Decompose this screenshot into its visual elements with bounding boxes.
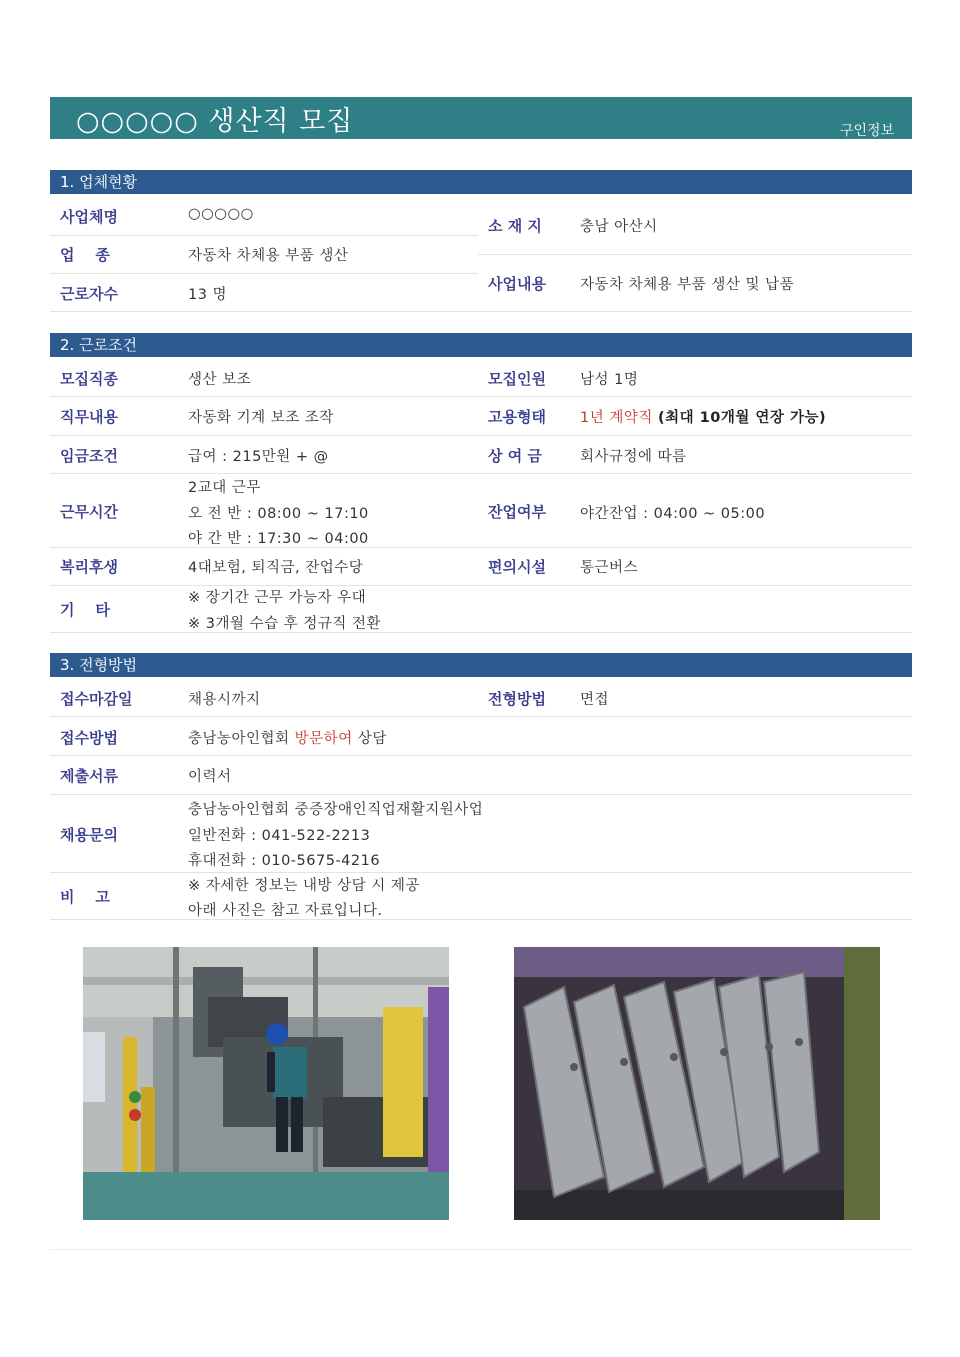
employment-label: 고용형태 xyxy=(488,408,546,426)
section1-title: 1. 업체현황 xyxy=(60,173,138,191)
hours-line2: 오 전 반 : 08:00 ~ 17:10 xyxy=(188,506,369,522)
industry-label: 업 종 xyxy=(60,246,110,264)
factory-photo xyxy=(83,947,449,1220)
job-value: 생산 보조 xyxy=(188,372,252,388)
wage-value: 급여 : 215만원 + @ xyxy=(188,449,329,465)
divider xyxy=(50,585,912,586)
divider xyxy=(50,311,912,312)
company-value: ○○○○○ xyxy=(188,206,254,222)
headcount-value: 남성 1명 xyxy=(580,372,639,388)
divider xyxy=(478,254,912,255)
overtime-label: 잔업여부 xyxy=(488,503,546,521)
facility-label: 편의시설 xyxy=(488,558,546,576)
employment-extension: (최대 10개월 연장 가능) xyxy=(657,410,827,426)
section2-bar xyxy=(50,333,912,357)
divider xyxy=(50,473,912,474)
business-value: 자동차 차체용 부품 생산 및 납품 xyxy=(580,277,795,293)
divider xyxy=(50,716,912,717)
deadline-label: 접수마감일 xyxy=(60,690,133,708)
location-value: 충남 아산시 xyxy=(580,219,658,235)
employment-value xyxy=(580,406,826,427)
divider xyxy=(50,396,912,397)
etc-line2: ※ 3개월 수습 후 정규직 전환 xyxy=(188,616,381,632)
contact-line3: 휴대전화 : 010-5675-4216 xyxy=(188,853,381,869)
apply-org: 충남농아인협회 xyxy=(188,731,295,747)
job-label: 모집직종 xyxy=(60,370,118,388)
page-title: ○○○○○ 생산직 모집 xyxy=(76,106,354,137)
industry-value: 자동차 차체용 부품 생산 xyxy=(188,248,349,264)
docs-label: 제출서류 xyxy=(60,767,118,785)
facility-value: 통근버스 xyxy=(580,560,639,576)
apply-visit: 방문하여 xyxy=(294,731,353,747)
note-line1: ※ 자세한 정보는 내방 상담 시 제공 xyxy=(188,878,420,894)
section3-bar xyxy=(50,653,912,677)
wage-label: 임금조건 xyxy=(60,447,118,465)
contact-line1: 충남농아인협회 중증장애인직업재활지원사업 xyxy=(188,802,484,818)
apply-label: 접수방법 xyxy=(60,729,118,747)
duty-value: 자동화 기계 보조 조작 xyxy=(188,410,334,426)
deadline-value: 채용시까지 xyxy=(188,692,261,708)
note-line2: 아래 사진은 참고 자료입니다. xyxy=(188,903,383,919)
etc-label: 기 타 xyxy=(60,601,110,619)
duty-label: 직무내용 xyxy=(60,408,118,426)
etc-line1: ※ 장기간 근무 가능자 우대 xyxy=(188,590,367,606)
location-label: 소 재 지 xyxy=(488,217,542,235)
contact-line2: 일반전화 : 041-522-2213 xyxy=(188,828,371,844)
footer-divider xyxy=(50,1249,912,1250)
overtime-value: 야간잔업 : 04:00 ~ 05:00 xyxy=(580,506,766,522)
method-label: 전형방법 xyxy=(488,690,546,708)
divider xyxy=(50,872,912,873)
page-tag: 구인정보 xyxy=(840,123,895,139)
section3-title: 3. 전형방법 xyxy=(60,656,138,674)
bonus-value: 회사규정에 따름 xyxy=(580,449,687,465)
hours-line3: 야 간 반 : 17:30 ~ 04:00 xyxy=(188,531,369,547)
docs-value: 이력서 xyxy=(188,769,232,785)
parts-photo xyxy=(514,947,880,1220)
bonus-label: 상 여 금 xyxy=(488,447,542,465)
workers-label: 근로자수 xyxy=(60,285,118,303)
apply-consult: 상담 xyxy=(352,731,387,747)
headcount-label: 모집인원 xyxy=(488,370,546,388)
apply-value xyxy=(188,727,387,748)
divider xyxy=(50,435,912,436)
hours-line1: 2교대 근무 xyxy=(188,480,261,496)
divider xyxy=(50,273,478,274)
company-label: 사업체명 xyxy=(60,208,118,226)
contact-label: 채용문의 xyxy=(60,826,118,844)
divider xyxy=(50,919,912,920)
employment-contract: 1년 계약직 xyxy=(580,410,653,426)
business-label: 사업내용 xyxy=(488,275,546,293)
workers-value: 13 명 xyxy=(188,287,228,303)
section1-bar xyxy=(50,170,912,194)
welfare-label: 복리후생 xyxy=(60,558,118,576)
divider xyxy=(50,794,912,795)
method-value: 면접 xyxy=(580,692,610,708)
welfare-value: 4대보험, 퇴직금, 잔업수당 xyxy=(188,560,364,576)
divider xyxy=(50,632,912,633)
note-label: 비 고 xyxy=(60,888,110,906)
section2-title: 2. 근로조건 xyxy=(60,336,138,354)
divider xyxy=(50,755,912,756)
hours-label: 근무시간 xyxy=(60,503,118,521)
divider xyxy=(50,547,912,548)
divider xyxy=(50,235,478,236)
